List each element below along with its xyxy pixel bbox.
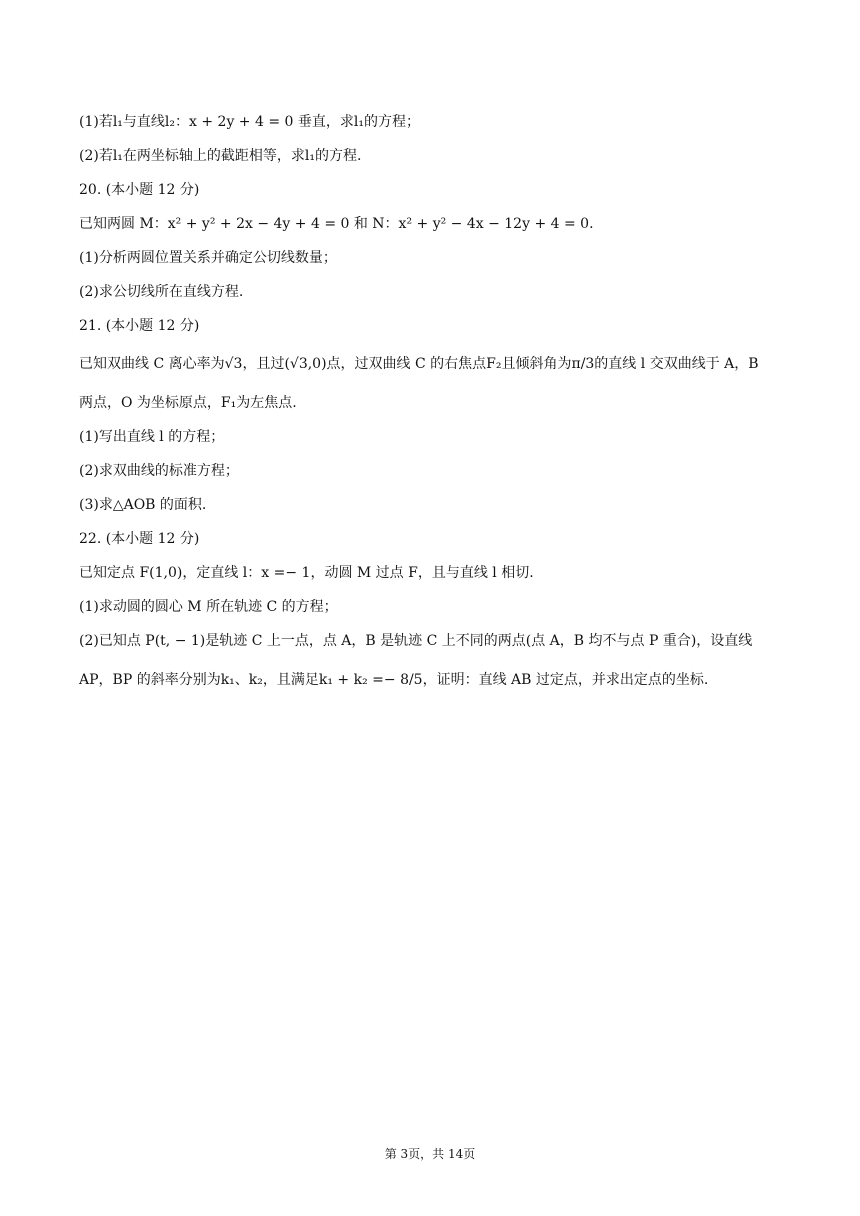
q19-part1: (1)若l₁与直线l₂：x + 2y + 4 = 0 垂直，求l₁的方程；: [79, 114, 420, 130]
q21-part1: (1)写出直线 l 的方程；: [79, 429, 225, 445]
q19-part2: (2)若l₁在两坐标轴上的截距相等，求l₁的方程.: [79, 148, 362, 164]
q20-heading: 20. (本小题 12 分): [79, 182, 200, 198]
q21-part3: (3)求△AOB 的面积.: [79, 497, 207, 513]
q22-part2-line2: AP，BP 的斜率分别为k₁、k₂，且满足k₁ + k₂ =− 8/5，证明：直线 AB 过定点，并求出定点的坐标.: [79, 672, 709, 688]
q20-stem: 已知两圆 M：x² + y² + 2x − 4y + 4 = 0 和 N：x² + y² − 4x − 12y + 4 = 0.: [79, 216, 594, 232]
q21-stem-line1: 已知双曲线 C 离心率为√3，且过(√3,0)点，过双曲线 C 的右焦点F₂且倾斜角为π/3的直线 l 交双曲线于 A，B: [79, 356, 759, 372]
q22-heading: 22. (本小题 12 分): [79, 531, 200, 547]
q21-part2: (2)求双曲线的标准方程；: [79, 463, 239, 479]
q21-heading: 21. (本小题 12 分): [79, 318, 200, 334]
q21-stem-line2: 两点，O 为坐标原点，F₁为左焦点.: [79, 395, 297, 411]
q22-part2-line1: (2)已知点 P(t, − 1)是轨迹 C 上一点，点 A，B 是轨迹 C 上不同的两点(点 A，B 均不与点 P 重合)，设直线: [79, 633, 753, 649]
q20-part2: (2)求公切线所在直线方程.: [79, 284, 244, 300]
q22-stem: 已知定点 F(1,0)，定直线 l：x =− 1，动圆 M 过点 F，且与直线 l 相切.: [79, 565, 534, 581]
page-footer: 第 3页，共 14页: [384, 1147, 476, 1161]
q22-part1: (1)求动圆的圆心 M 所在轨迹 C 的方程；: [79, 599, 338, 615]
q20-part1: (1)分析两圆位置关系并确定公切线数量；: [79, 250, 337, 266]
